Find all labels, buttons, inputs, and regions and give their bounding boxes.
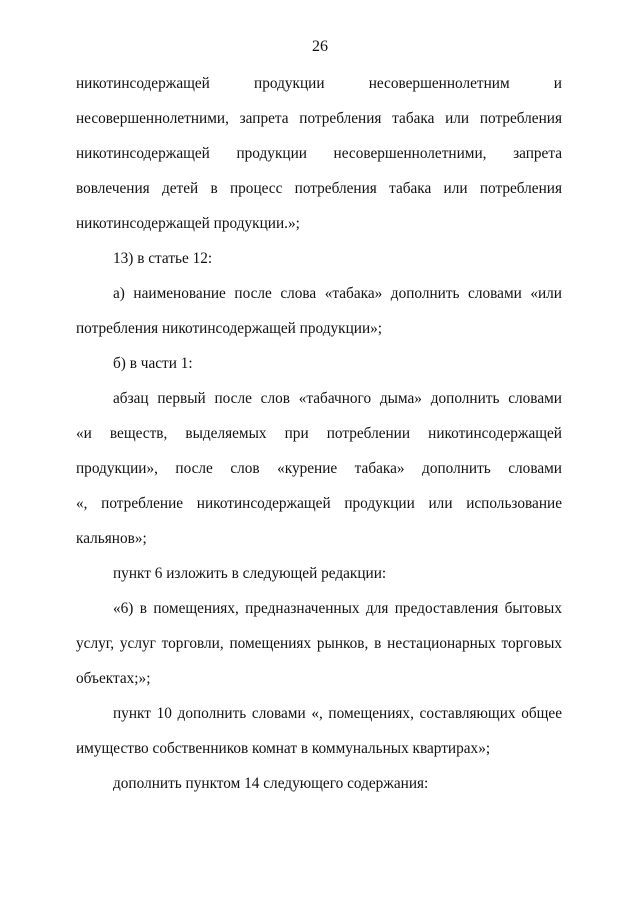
text-line: «и веществ, выделяемых при потреблении никотинсодержащей xyxy=(76,425,562,442)
text-line: имущество собственников комнат в коммунальных квартирах»; xyxy=(76,740,491,757)
text-line: объектах;»; xyxy=(76,670,151,687)
text-line: никотинсодержащей продукции.»; xyxy=(76,215,300,232)
text-line: вовлечения детей в процесс потребления табака или потребления xyxy=(76,180,562,197)
text-line: пункт 6 изложить в следующей редакции: xyxy=(113,565,387,582)
text-line: несовершеннолетними, запрета потребления табака или потребления xyxy=(76,110,562,127)
text-line: никотинсодержащей продукции несовершеннолетними, запрета xyxy=(76,145,562,162)
text-line: услуг, услуг торговли, помещениях рынков, в нестационарных торговых xyxy=(76,635,562,652)
text-line: «, потребление никотинсодержащей продукции или использование xyxy=(76,495,562,512)
text-line: «6) в помещениях, предназначенных для предоставления бытовых xyxy=(113,600,562,617)
text-line: потребления никотинсодержащей продукции»; xyxy=(76,320,383,337)
text-line: пункт 10 дополнить словами «, помещениях, составляющих общее xyxy=(113,705,562,722)
text-line: кальянов»; xyxy=(76,530,147,547)
text-line: б) в части 1: xyxy=(113,355,193,372)
text-line: абзац первый после слов «табачного дыма» дополнить словами xyxy=(113,390,562,407)
text-line: дополнить пунктом 14 следующего содержания: xyxy=(113,775,429,792)
text-line: 13) в статье 12: xyxy=(113,250,213,267)
text-line: продукции», после слов «курение табака» дополнить словами xyxy=(76,460,562,477)
text-line: а) наименование после слова «табака» дополнить словами «или xyxy=(113,285,562,302)
page-number: 26 xyxy=(312,38,328,55)
text-line: никотинсодержащей продукции несовершеннолетним и xyxy=(76,75,562,92)
